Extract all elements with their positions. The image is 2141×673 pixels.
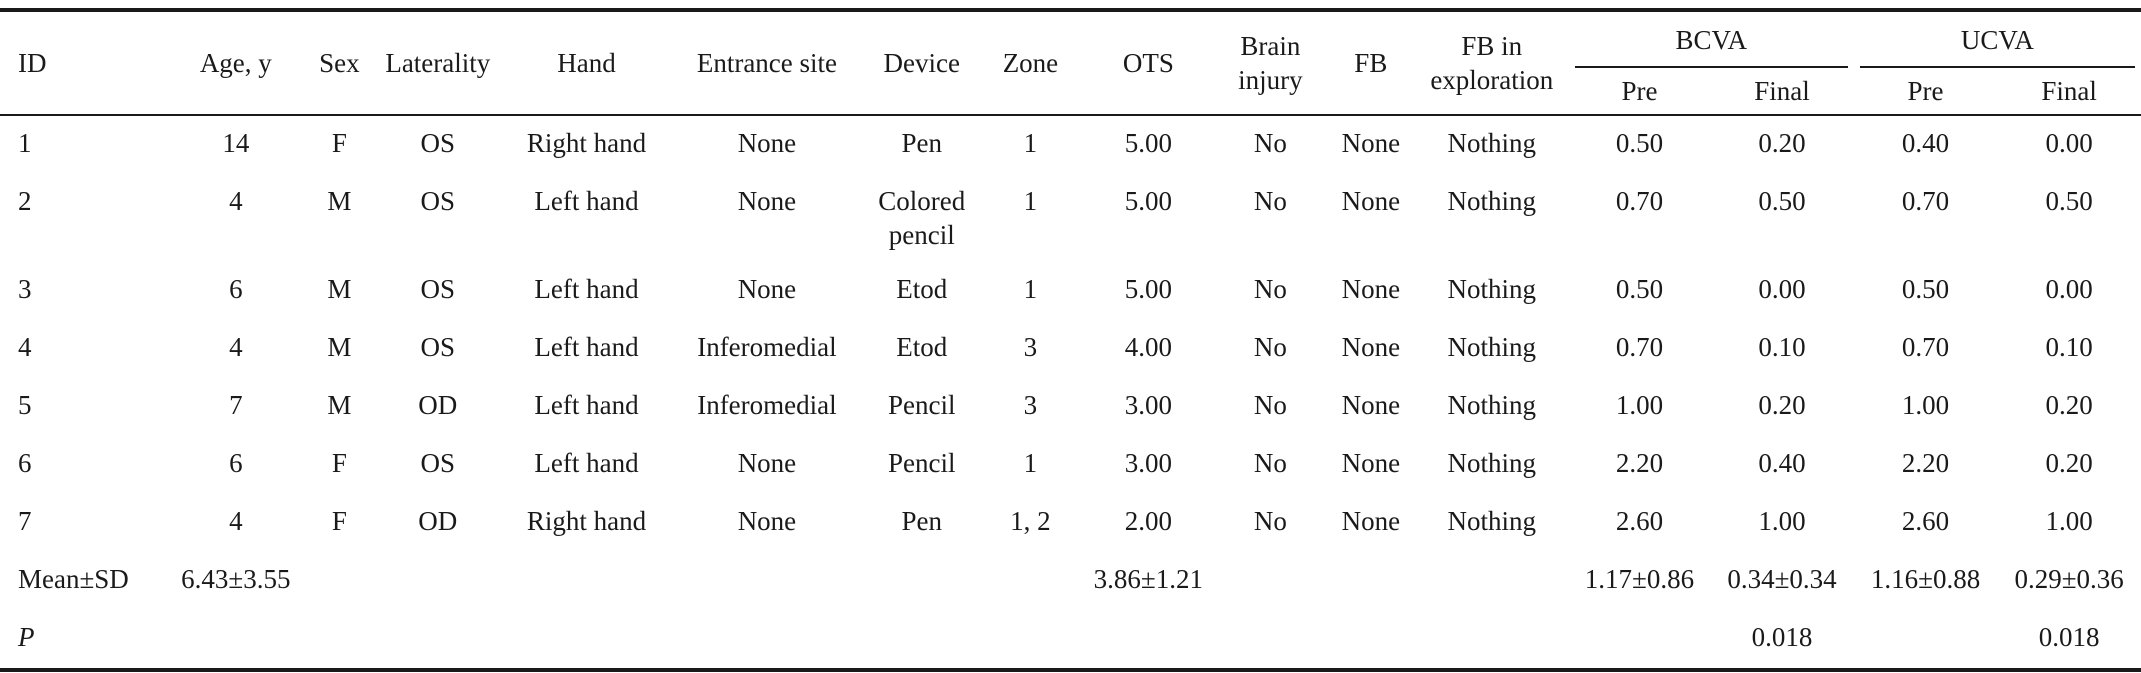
cell-age: 6 (229, 448, 243, 478)
cell-ots: 3.00 (1124, 448, 1172, 478)
cell-id: 7 (18, 506, 32, 536)
table-row (0, 378, 2141, 436)
cell-bcva-final: 1.00 (1758, 506, 1806, 536)
header-device: Device (865, 10, 978, 115)
cell-laterality: OS (420, 274, 456, 304)
cell-ucva-final: 0.20 (2045, 448, 2093, 478)
header-ucva-label: UCVA (1960, 25, 2034, 55)
p-row (0, 610, 2141, 670)
cell-id: 6 (18, 448, 32, 478)
header-ucva (1854, 10, 2141, 68)
cell-sex: F (331, 448, 347, 478)
cell-entrance: None (737, 186, 797, 216)
cell-device: Pen (901, 128, 942, 158)
mean-bcva-final: 0.34±0.34 (1727, 564, 1837, 594)
header-age (164, 10, 308, 115)
cell-hand: Right hand (526, 128, 647, 158)
table-row (0, 436, 2141, 494)
table-header (0, 10, 2141, 115)
cell-ucva-pre: 2.60 (1901, 506, 1950, 536)
cell-fb-exploration: Nothing (1447, 274, 1537, 304)
cell-ucva-pre: 0.70 (1901, 332, 1950, 362)
p-bcva-final: 0.018 (1710, 610, 1854, 670)
cell-id: 4 (18, 332, 32, 362)
cell-fb: None (1341, 390, 1401, 420)
cell-fb: None (1341, 506, 1401, 536)
header-id: ID (0, 10, 164, 115)
cell-hand: Left hand (534, 274, 639, 304)
cell-bcva-final: 0.20 (1758, 390, 1806, 420)
data-table (0, 8, 2141, 672)
cell-device: Pencil (888, 448, 956, 478)
empty-cell (669, 552, 866, 610)
empty-cell (978, 610, 1083, 670)
header-age-label: Age, y (199, 48, 272, 78)
cell-laterality: OS (420, 448, 456, 478)
header-fb-exploration-label: FB in exploration (1430, 31, 1554, 95)
empty-cell (669, 610, 866, 670)
empty-cell (371, 552, 504, 610)
cell-ots: 3.00 (1124, 390, 1172, 420)
cell-id: 2 (18, 186, 32, 216)
cell-entrance: None (737, 128, 797, 158)
empty-cell (1327, 610, 1415, 670)
p-label: P (0, 610, 164, 670)
cell-fb: None (1341, 128, 1401, 158)
cell-hand: Right hand (526, 506, 647, 536)
cell-laterality: OS (420, 332, 456, 362)
cell-laterality: OD (418, 506, 458, 536)
cell-hand: Left hand (534, 332, 639, 362)
cell-brain: No (1253, 390, 1287, 420)
ucva-rule (1860, 66, 2135, 68)
cell-sex: M (327, 274, 352, 304)
cell-laterality: OD (418, 390, 458, 420)
header-sex: Sex (308, 10, 372, 115)
empty-cell (1854, 610, 1998, 670)
cell-sex: F (331, 128, 347, 158)
empty-cell (865, 552, 978, 610)
cell-bcva-final: 0.20 (1758, 128, 1806, 158)
table-body (0, 115, 2141, 670)
table-row (0, 115, 2141, 174)
mean-bcva-pre: 1.17±0.86 (1584, 564, 1695, 594)
table-row (0, 174, 2141, 262)
empty-cell (978, 552, 1083, 610)
cell-bcva-pre: 2.60 (1615, 506, 1664, 536)
cell-entrance: Inferomedial (697, 390, 837, 420)
header-laterality: Laterality (371, 10, 504, 115)
cell-device: Etod (896, 332, 948, 362)
cell-sex: M (327, 390, 352, 420)
cell-sex: F (331, 506, 347, 536)
table-row (0, 262, 2141, 320)
cell-entrance: None (737, 506, 797, 536)
empty-cell (504, 552, 668, 610)
empty-cell (1083, 610, 1214, 670)
cell-ucva-pre: 0.70 (1901, 186, 1950, 216)
cell-fb: None (1341, 186, 1401, 216)
header-bcva-pre: Pre (1569, 68, 1711, 115)
cell-ucva-pre: 0.40 (1901, 128, 1950, 158)
cell-brain: No (1253, 128, 1287, 158)
header-hand: Hand (504, 10, 668, 115)
empty-cell (308, 552, 372, 610)
header-brain-injury (1214, 10, 1327, 115)
cell-device: Etod (896, 274, 948, 304)
cell-bcva-pre: 2.20 (1615, 448, 1664, 478)
cell-ucva-final: 0.00 (2045, 274, 2093, 304)
cell-ucva-final: 0.10 (2045, 332, 2093, 362)
cell-ucva-final: 0.50 (2045, 186, 2093, 216)
cell-fb-exploration: Nothing (1447, 332, 1537, 362)
cell-bcva-final: 0.50 (1758, 186, 1806, 216)
cell-ots: 5.00 (1124, 274, 1172, 304)
mean-label: Mean±SD (18, 564, 129, 594)
cell-id: 1 (18, 128, 32, 158)
mean-ots: 3.86±1.21 (1093, 564, 1203, 594)
table-row (0, 320, 2141, 378)
header-bcva (1569, 10, 1854, 68)
cell-brain: No (1253, 274, 1287, 304)
empty-cell (1214, 552, 1327, 610)
empty-cell (504, 610, 668, 670)
cell-ots: 4.00 (1124, 332, 1172, 362)
header-brain-injury-label: Brain injury (1238, 31, 1303, 95)
cell-brain: No (1253, 448, 1287, 478)
cell-ucva-final: 0.20 (2045, 390, 2093, 420)
cell-sex: M (327, 332, 352, 362)
cell-bcva-pre: 0.50 (1615, 274, 1664, 304)
mean-ucva-final: 0.29±0.36 (2014, 564, 2124, 594)
cell-age: 4 (229, 506, 243, 536)
empty-cell (164, 610, 308, 670)
header-bcva-label: BCVA (1675, 25, 1747, 55)
cell-zone: 1 (1023, 448, 1038, 478)
cell-ucva-pre: 0.50 (1901, 274, 1950, 304)
mean-row (0, 552, 2141, 610)
mean-age: 6.43±3.55 (181, 564, 291, 594)
empty-cell (1569, 610, 1711, 670)
empty-cell (308, 610, 372, 670)
cell-entrance: None (737, 448, 797, 478)
cell-zone: 1 (1023, 186, 1038, 216)
header-ucva-final: Final (1997, 68, 2141, 115)
cell-zone: 3 (1023, 332, 1038, 362)
cell-zone: 1 (1023, 274, 1038, 304)
cell-hand: Left hand (534, 186, 639, 216)
cell-fb: None (1341, 448, 1401, 478)
cell-hand: Left hand (534, 390, 639, 420)
cell-age: 4 (229, 186, 243, 216)
cell-ucva-final: 0.00 (2045, 128, 2093, 158)
cell-fb-exploration: Nothing (1447, 390, 1537, 420)
cell-bcva-pre: 0.70 (1615, 332, 1664, 362)
cell-ots: 5.00 (1124, 186, 1172, 216)
header-zone: Zone (978, 10, 1083, 115)
cell-fb-exploration: Nothing (1447, 186, 1537, 216)
cell-zone: 1 (1023, 128, 1038, 158)
cell-fb-exploration: Nothing (1447, 128, 1537, 158)
cell-brain: No (1253, 332, 1287, 362)
cell-zone: 3 (1023, 390, 1038, 420)
cell-bcva-final: 0.00 (1758, 274, 1806, 304)
empty-cell (371, 610, 504, 670)
cell-device (865, 174, 978, 262)
cell-ots: 5.00 (1124, 128, 1172, 158)
cell-brain: No (1253, 506, 1287, 536)
cell-entrance: None (737, 274, 797, 304)
cell-ucva-pre: 2.20 (1901, 448, 1950, 478)
cell-bcva-pre: 0.70 (1615, 186, 1664, 216)
header-ots: OTS (1083, 10, 1214, 115)
empty-cell (865, 610, 978, 670)
header-fb-exploration (1415, 10, 1569, 115)
cell-zone: 1, 2 (1010, 506, 1051, 536)
empty-cell (1214, 610, 1327, 670)
cell-fb: None (1341, 274, 1401, 304)
cell-fb-exploration: Nothing (1447, 506, 1537, 536)
table-row (0, 494, 2141, 552)
cell-id: 3 (18, 274, 32, 304)
cell-entrance: Inferomedial (697, 332, 837, 362)
cell-sex: M (327, 186, 352, 216)
cell-device: Pen (901, 506, 942, 536)
empty-cell (1415, 610, 1569, 670)
header-bcva-final: Final (1710, 68, 1854, 115)
cell-bcva-final: 0.10 (1758, 332, 1806, 362)
header-fb: FB (1327, 10, 1415, 115)
cell-ucva-final: 1.00 (2045, 506, 2093, 536)
empty-cell (1415, 552, 1569, 610)
mean-ucva-pre: 1.16±0.88 (1870, 564, 1981, 594)
cell-bcva-pre: 1.00 (1615, 390, 1664, 420)
cell-age: 6 (229, 274, 243, 304)
cell-ots: 2.00 (1124, 506, 1172, 536)
cell-laterality: OS (420, 128, 456, 158)
cell-age: 4 (229, 332, 243, 362)
cell-device-label: Colored pencil (878, 186, 966, 250)
header-ucva-pre: Pre (1854, 68, 1998, 115)
bcva-rule (1575, 66, 1848, 68)
cell-brain: No (1253, 186, 1287, 216)
header-entrance-site: Entrance site (669, 10, 866, 115)
cell-fb: None (1341, 332, 1401, 362)
cell-ucva-pre: 1.00 (1901, 390, 1950, 420)
p-ucva-final: 0.018 (1997, 610, 2141, 670)
cell-age: 14 (222, 128, 250, 158)
cell-id: 5 (18, 390, 32, 420)
cell-device: Pencil (888, 390, 956, 420)
cell-laterality: OS (420, 186, 456, 216)
cell-fb-exploration: Nothing (1447, 448, 1537, 478)
cell-hand: Left hand (534, 448, 639, 478)
cell-bcva-pre: 0.50 (1615, 128, 1664, 158)
cell-bcva-final: 0.40 (1758, 448, 1806, 478)
empty-cell (1327, 552, 1415, 610)
cell-age: 7 (229, 390, 243, 420)
